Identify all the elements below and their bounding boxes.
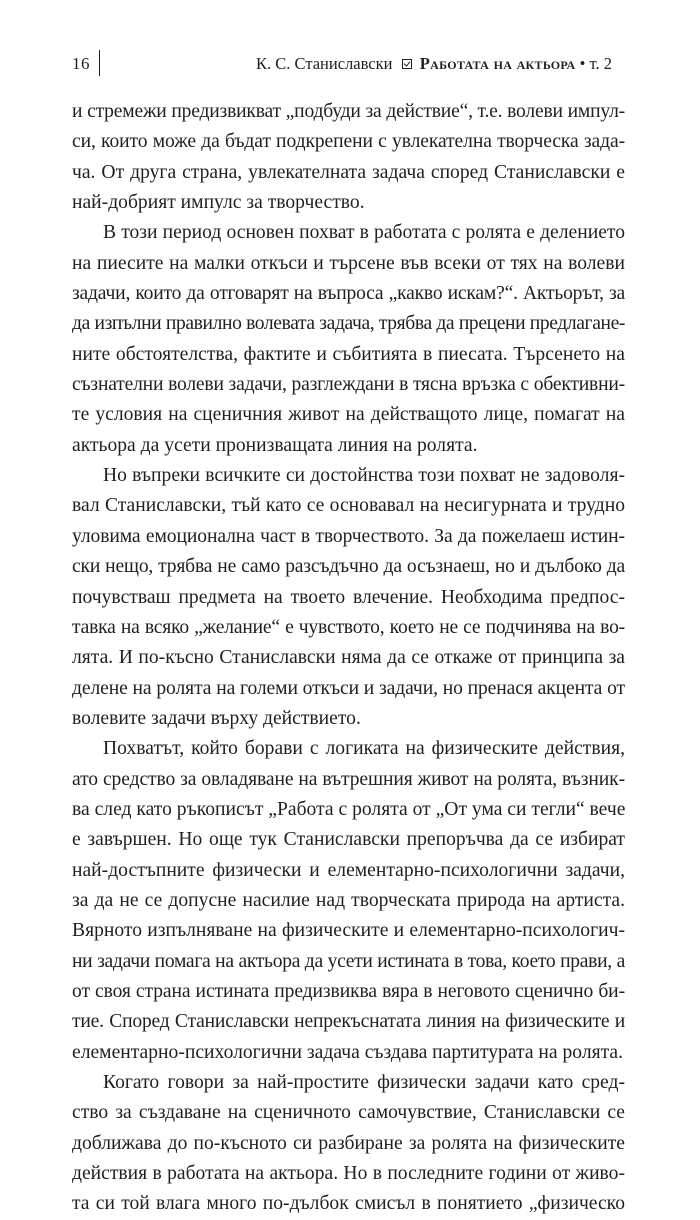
text-line: Вярното изпълняване на физическите и елементарно-психологич-	[72, 920, 625, 942]
text-line: ато средство за овладяване на вътрешния живот на ролята, възник-	[72, 768, 625, 790]
text-line: е завършен. Но още тук Станиславски препоръчва да се избират	[72, 829, 625, 851]
page-number-divider	[99, 50, 100, 76]
text-line: лята. И по-късно Станиславски няма да се откаже от принципа за	[72, 647, 625, 669]
text-line: на пиесите на малки откъси и търсене във всеки от тях на волеви	[72, 252, 625, 274]
text-line: ски нещо, трябва не само разсъдъчно да осъзнаеш, но и дълбоко да	[72, 556, 625, 578]
text-line: ва след като ръкописът „Работа с ролята от „От ума си тегли“ вече	[72, 798, 625, 820]
text-line: почувстваш предмета на твоето влечение. Необходима предпос-	[72, 586, 625, 608]
text-line: те условия на сценичния живот на действащото лице, помагат на	[72, 404, 625, 426]
checkbox-icon	[402, 59, 412, 69]
text-line: действия в работата на актьора. Но в последните години от живо-	[72, 1163, 625, 1185]
text-line: елементарно-психологични задача създава партитурата на ролята.	[72, 1041, 624, 1063]
text-line: задачи, които да отговарят на въпроса „какво искам?“. Актьорът, за	[72, 283, 625, 305]
running-header	[72, 50, 612, 80]
text-line: от своя страна истината предизвиква вяра в неговото сценично би-	[72, 980, 625, 1002]
text-line: та си той влага много по-дълбок смисъл в понятието „физическо	[72, 1193, 625, 1215]
body-text	[72, 97, 625, 1220]
text-line: тавка на всяко „желание“ е чувството, което не се подчинява на во-	[72, 616, 625, 638]
text-line: доближава до по-късното си разбиране за ролята на физическите	[72, 1132, 625, 1154]
text-line: си, които може да бъдат подкрепени с увлекателна творческа зада-	[72, 131, 625, 153]
text-line: Похватът, който борави с логиката на физическите действия,	[103, 738, 625, 760]
text-line: ча. От друга страна, увлекателната задача според Станиславски е	[72, 161, 625, 183]
text-line: делене на ролята на големи откъси и задачи, но пренася акцента от	[72, 677, 625, 699]
text-line: съзнателни волеви задачи, разглеждани в тясна връзка с обективни-	[72, 374, 625, 396]
running-head-author: К. С. Станиславски	[256, 54, 393, 73]
page-number: 16	[72, 54, 90, 73]
text-line: най-добрият импулс за творчество.	[72, 192, 365, 214]
text-line: уловима емоционална част в творчеството. За да пожелаеш истин-	[72, 525, 625, 547]
text-line: тие. Според Станиславски непрекъснатата линия на физическите и	[72, 1011, 625, 1033]
text-line: Но въпреки всичките си достойнства този похват не задоволя-	[103, 465, 625, 487]
text-line: да изпълни правилно волевата задача, трябва да прецени предлагане-	[72, 313, 625, 335]
text-line: ните обстоятелства, фактите и събитията в пиесата. Търсенето на	[72, 343, 625, 365]
text-line: волевите задачи върху действието.	[72, 707, 361, 729]
text-line: Когато говори за най-простите физически задачи като сред-	[103, 1072, 625, 1093]
text-line: ни задачи помага на актьора да усети истината в това, което прави, а	[72, 950, 625, 972]
text-line: актьора да усети пронизващата линия на ролята.	[72, 434, 478, 456]
text-line: за да не се допусне насилие над творческата природа на артиста.	[72, 889, 625, 911]
text-line: вал Станиславски, тъй като се основавал на несигурната и трудно	[72, 495, 625, 517]
text-line: ство за създаване на сценичното самочувствие, Станиславски се	[72, 1102, 625, 1124]
text-line: В този период основен похват в работата с ролята е делението	[103, 222, 625, 244]
text-line: и стремежи предизвикват „подбуди за действие“, т.е. волеви импул-	[72, 101, 625, 122]
text-line: най-достъпните физически и елементарно-психологични задачи,	[72, 859, 625, 881]
running-head-book-title: Работата на актьора	[419, 54, 576, 73]
running-head	[256, 54, 612, 74]
running-head-volume: • т. 2	[579, 54, 612, 73]
